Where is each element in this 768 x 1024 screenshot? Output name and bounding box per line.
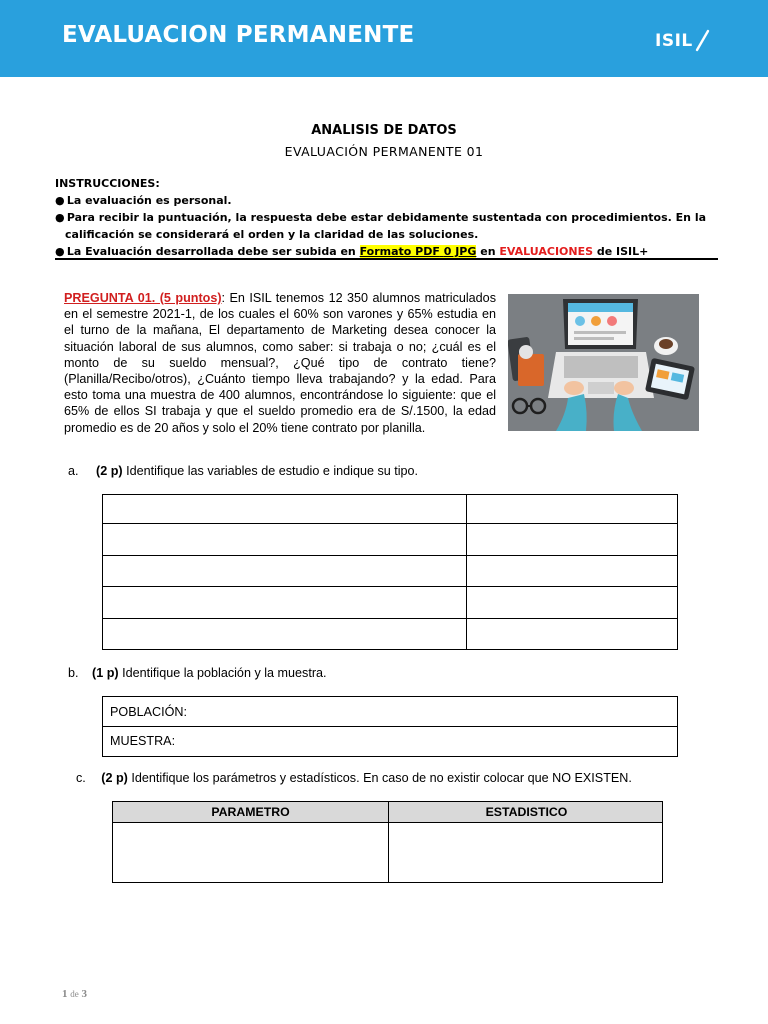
instruction-item-2-cont: calificación se considerará el orden y la claridad de las soluciones. <box>65 228 479 241</box>
variables-table <box>102 494 678 650</box>
table-row-divider <box>103 555 677 556</box>
table-row-divider <box>103 726 677 727</box>
part-a-points: (2 p) <box>96 464 123 478</box>
bullet-icon: ● <box>55 211 65 224</box>
section-divider <box>55 258 718 260</box>
instruction-item-1 <box>55 192 232 209</box>
instructions-heading: INSTRUCCIONES: <box>55 177 160 190</box>
part-b-prompt <box>68 666 327 680</box>
part-a-text: Identifique las variables de estudio e indique su tipo. <box>122 464 419 478</box>
table-row-divider <box>103 523 677 524</box>
format-jpg-highlight: 0 JPG <box>443 245 477 258</box>
document-subtitle: EVALUACIÓN PERMANENTE 01 <box>284 144 484 159</box>
part-b-text: Identifique la población y la muestra. <box>118 666 327 680</box>
instruction-text: La evaluación es personal. <box>66 194 232 207</box>
table-row-divider <box>103 586 677 587</box>
question-1-body: : En ISIL tenemos 12 350 alumnos matriculados en el semestre 2021-1, de los cuales el 60% son varones y 65% estudia en el turno de la mañana, El departamento de Marketing desea conocer la situación laboral de sus alumnos, como saber: si trabaja o no; ¿cuál es el monto de su sueldo mensual?, ¿Qué tipo de contrato tiene? (Planilla/Recibo/otros), ¿Cuánto tiempo lleva trabajando? y la edad. Para esto toma una muestra de 400 alumnos, encontrándose lo siguiente: que el 65% de ellos SI trabaja y que el sueldo promedio era de S/.1500, la edad promedio es de 20 años y solo el 20% tiene contrato por planilla. <box>64 291 496 435</box>
question-1-title: PREGUNTA 01. (5 puntos) <box>64 291 222 305</box>
table-column-divider <box>466 495 467 649</box>
part-a-letter: a. <box>68 464 79 478</box>
table-row-divider <box>103 618 677 619</box>
part-b-points: (1 p) <box>92 666 119 680</box>
parameters-table <box>112 801 663 883</box>
estadistico-header: ESTADISTICO <box>485 805 568 819</box>
part-c-text: Identifique los parámetros y estadísticos. En caso de no existir colocar que NO EXISTEN. <box>127 771 632 785</box>
table-column-divider <box>388 802 389 882</box>
instruction-text: Para recibir la puntuación, la respuesta debe estar debidamente sustentada con procedimientos. En la <box>66 211 707 224</box>
logo-text: ISIL <box>655 31 693 51</box>
part-c-prompt <box>76 771 632 785</box>
instruction-item-2 <box>55 209 706 226</box>
population-sample-table <box>102 696 678 757</box>
logo-slash-icon <box>694 28 710 54</box>
part-a-prompt <box>68 464 418 478</box>
parametro-header: PARAMETRO <box>211 805 290 819</box>
page-number <box>62 988 87 1000</box>
laptop-desk-illustration <box>508 294 699 431</box>
part-b-letter: b. <box>68 666 79 680</box>
isil-logo <box>655 26 710 56</box>
bullet-icon: ● <box>55 245 65 258</box>
poblacion-label: POBLACIÓN: <box>110 705 187 719</box>
format-pdf-highlight: Formato PDF <box>359 245 440 258</box>
instruction-text: de ISIL+ <box>593 245 649 258</box>
total-pages: 3 <box>81 988 87 1000</box>
muestra-label: MUESTRA: <box>110 734 176 748</box>
instruction-text: La Evaluación desarrollada debe ser subida en <box>66 245 360 258</box>
header-title: EVALUACION PERMANENTE <box>62 22 415 48</box>
instruction-text: en <box>476 245 500 258</box>
question-1 <box>64 290 496 436</box>
bullet-icon: ● <box>55 194 65 207</box>
part-c-points: (2 p) <box>101 771 128 785</box>
part-c-letter: c. <box>76 771 86 785</box>
current-page: 1 <box>62 988 68 1000</box>
page-of: de <box>70 989 79 999</box>
evaluaciones-label: EVALUACIONES <box>499 245 594 258</box>
document-title: ANALISIS DE DATOS <box>311 123 457 138</box>
